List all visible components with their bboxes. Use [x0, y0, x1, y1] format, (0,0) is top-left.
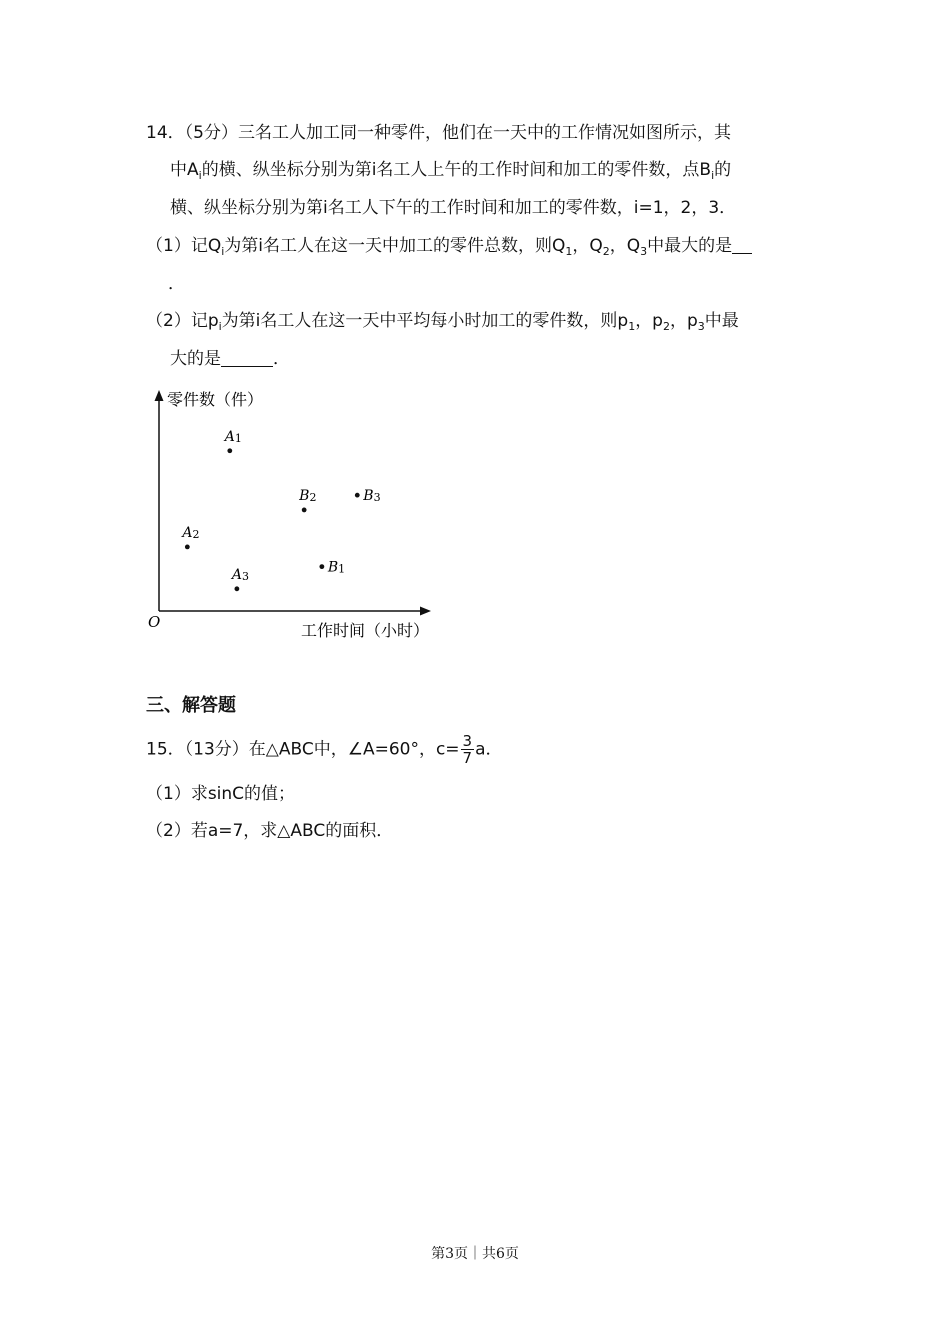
x-axis-arrow	[420, 607, 431, 616]
point-a1	[227, 448, 232, 453]
point-label-b1: B1	[327, 559, 346, 576]
point-label-b3: B3	[363, 488, 381, 505]
answer-blank-1	[732, 235, 752, 254]
page-footer: 第3页｜共6页	[431, 1246, 519, 1262]
point-b2	[302, 508, 307, 513]
q14-line3: 横、纵坐标分别为第i名工人下午的工作时间和加工的零件数，i=1，2，3．	[170, 198, 737, 218]
q14-part2-line2: 大的是 ．	[170, 349, 290, 369]
point-label-a1: A1	[224, 428, 242, 445]
q14-part1-end: ．	[168, 274, 185, 294]
point-a2	[185, 545, 190, 550]
point-b3	[355, 493, 360, 498]
q14-part1: （1）记$Q_i$为第i名工人在这一天中加工的零件总数，则$Q_1$，$Q_2$，$Q_3$中最大的是	[146, 234, 752, 258]
point-a3	[234, 586, 239, 591]
q15-part2: （2）若a=7，求△ABC的面积．	[146, 821, 394, 841]
fraction-3-7: $\frac{3}{7}$	[462, 732, 473, 767]
q14-line2: 中$A_i$的横、纵坐标分别为第i名工人上午的工作时间和加工的零件数，点$B_i$的	[170, 160, 732, 182]
origin-label: O	[148, 613, 161, 631]
section-heading: 三、解答题	[146, 695, 236, 716]
point-label-a3: A3	[231, 566, 250, 583]
scatter-figure	[140, 385, 450, 650]
point-b1	[319, 564, 324, 569]
x-axis-label: 工作时间（小时）	[301, 621, 430, 640]
y-axis-label: 零件数（件）	[167, 390, 264, 409]
y-axis-arrow	[155, 390, 164, 401]
answer-blank-2	[221, 348, 273, 367]
q15-stem: 15．（13分）在△ABC中，∠A=60°，c= $\frac{3}{7}$ a．	[146, 732, 503, 767]
point-label-a2: A2	[182, 524, 200, 541]
q14-line1: 14．（5分）三名工人加工同一种零件，他们在一天中的工作情况如图所示，其	[146, 123, 731, 143]
points-layer	[180, 429, 380, 591]
point-label-b2: B2	[299, 487, 317, 504]
q14-part2: （2）记$p_i$为第i名工人在这一天中平均每小时加工的零件数，则$p_1$，$p_2$，$p_3$中最	[146, 311, 739, 333]
q15-part1: （1）求sinC的值；	[146, 784, 296, 804]
